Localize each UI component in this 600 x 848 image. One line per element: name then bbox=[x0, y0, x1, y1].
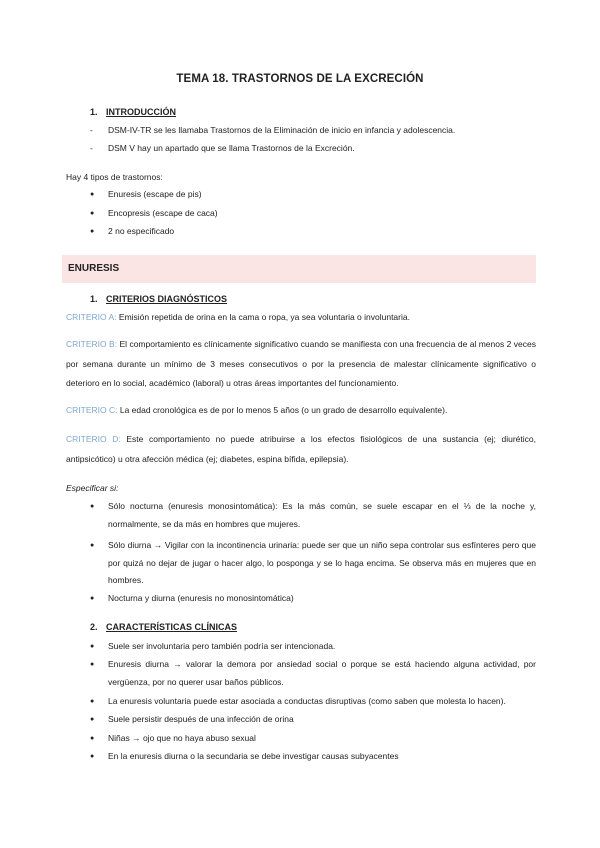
specify-label: Especificar si: bbox=[66, 483, 119, 493]
criterion-c: CRITERIO C: La edad cronológica es de por lo menos 5 años (o un grado de desarrollo equivalente). bbox=[66, 405, 448, 415]
intro-heading-text: INTRODUCCIÓN bbox=[106, 107, 176, 117]
clinical-item: ● En la enuresis diurna o la secundaria se debe investigar causas subyacentes bbox=[90, 751, 399, 761]
clinical-item: ● Enuresis diurna → valorar la demora por ansiedad social o porque se está haciendo alguna actividad, por vergüenza, por no querer usar baños públicos. bbox=[90, 659, 536, 687]
intro-number: 1. bbox=[90, 107, 98, 117]
criterion-d: CRITERIO D: Este comportamiento no puede atribuirse a los efectos fisiológicos de una sustancia (ej; diurético, antipsicótico) u otra afección médica (ej; diabetes, espina bífida, epilepsia). bbox=[66, 434, 536, 464]
clinical-heading-text: CARACTERÍSTICAS CLÍNICAS bbox=[106, 622, 238, 632]
criteria-number: 1. bbox=[90, 294, 98, 304]
specify-item: ● Sólo nocturna (enuresis monosintomática): Es la más común, se suele escapar en el ⅓ de la noche y, normalmente, se da más en hombres que mujeres. bbox=[90, 501, 536, 529]
section-title: ENURESIS bbox=[68, 263, 120, 274]
clinical-item: ● Niñas → ojo que no haya abuso sexual bbox=[90, 733, 256, 743]
types-intro: Hay 4 tipos de trastornos: bbox=[66, 172, 163, 182]
specify-item: ● Sólo diurna → Vigilar con la incontinencia urinaria: puede ser que un niño sepa controlar sus esfínteres pero que por quizá no dejar de jugar o hacer algo, lo posponga y se lo haga encima. Se observa más en mujeres que en hombres. bbox=[90, 540, 536, 585]
clinical-number: 2. bbox=[90, 622, 98, 632]
section-band bbox=[62, 255, 536, 283]
document-page: TEMA 18. TRASTORNOS DE LA EXCRECIÓN 1. INTRODUCCIÓN - DSM-IV-TR se les llamaba Trastornos de la Eliminación de inicio en infancia y adolescencia. - DSM V hay un apartado que se llama Trastornos de la Excreción. Hay 4 tipos de trastornos: ● Enuresis (escape de pis) ● Encopresis (escape de caca) ● 2 no especificado ENURESIS 1. CRITERIOS DIAGNÓSTICOS CRITERIO A: Emisión repetida de orina en la cama o ropa, ya sea voluntaria o involuntaria. CRITERIO B: El comportamiento es clínicamente significativo cuando se manifiesta con una frecuencia de al menos 2 veces por semana durante un mínimo de 3 meses consecutivos o por la presencia de malestar clínicamente significativo o deterioro en lo social, académico (laboral) u otras áreas importantes del funcionamiento. CRITERIO C: La edad cronológica es de por lo menos 5 años (o un grado de desarrollo equivalente). CRITERIO D: Este comportamiento no puede atribuirse a los efectos fisiológicos de una sustancia (ej; diurético, antipsicótico) u otra afección médica (ej; diabetes, espina bífida, epilepsia). Especificar si: ● Sólo nocturna (enuresis monosintomática): Es la más común, se suele escapar en el ⅓ de la noche y, normalmente, se da más en hombres que mujeres. ● Sólo diurna → Vigilar con la incontinencia urinaria: puede ser que un niño sepa controlar sus esfínteres pero que por quizá no dejar de jugar o hacer algo, lo posponga y se lo haga encima. Se observa más en mujeres que en hombres. ● Nocturna y diurna (enuresis no monosintomática) 2. CARACTERÍSTICAS CLÍNICAS ● Suele ser involuntaria pero también podría ser intencionada. ● Enuresis diurna → valorar la demora por ansiedad social o porque se está haciendo alguna actividad, por vergüenza, por no querer usar baños públicos. ● La enuresis voluntaria puede estar asociada a conductas disruptivas (como saben que molesta lo hacen). ● Suele persistir después de una infección de orina ● Niñas → ojo que no haya abuso sexual ● En la enuresis diurna o la secundaria se debe investigar causas subyacentes bbox=[0, 0, 600, 848]
page-title: TEMA 18. TRASTORNOS DE LA EXCRECIÓN bbox=[176, 73, 424, 85]
types-item: ● Encopresis (escape de caca) bbox=[90, 208, 218, 218]
types-item: ● 2 no especificado bbox=[90, 226, 175, 236]
specify-item: ● Nocturna y diurna (enuresis no monosintomática) bbox=[90, 593, 294, 603]
types-item: ● Enuresis (escape de pis) bbox=[90, 189, 202, 199]
criterion-a: CRITERIO A: Emisión repetida de orina en la cama o ropa, ya sea voluntaria o involuntaria. bbox=[66, 312, 410, 322]
clinical-item: ● La enuresis voluntaria puede estar asociada a conductas disruptivas (como saben que molesta lo hacen). bbox=[90, 696, 506, 706]
criterion-b: CRITERIO B: El comportamiento es clínicamente significativo cuando se manifiesta con una frecuencia de al menos 2 veces por semana durante un mínimo de 3 meses consecutivos o por la presencia de malestar clínicamente significativo o deterioro en lo social, académico (laboral) u otras áreas importantes del funcionamiento. bbox=[66, 339, 536, 388]
clinical-item: ● Suele persistir después de una infección de orina bbox=[90, 714, 294, 724]
clinical-item: ● Suele ser involuntaria pero también podría ser intencionada. bbox=[90, 641, 336, 651]
criteria-heading-text: CRITERIOS DIAGNÓSTICOS bbox=[106, 294, 228, 304]
